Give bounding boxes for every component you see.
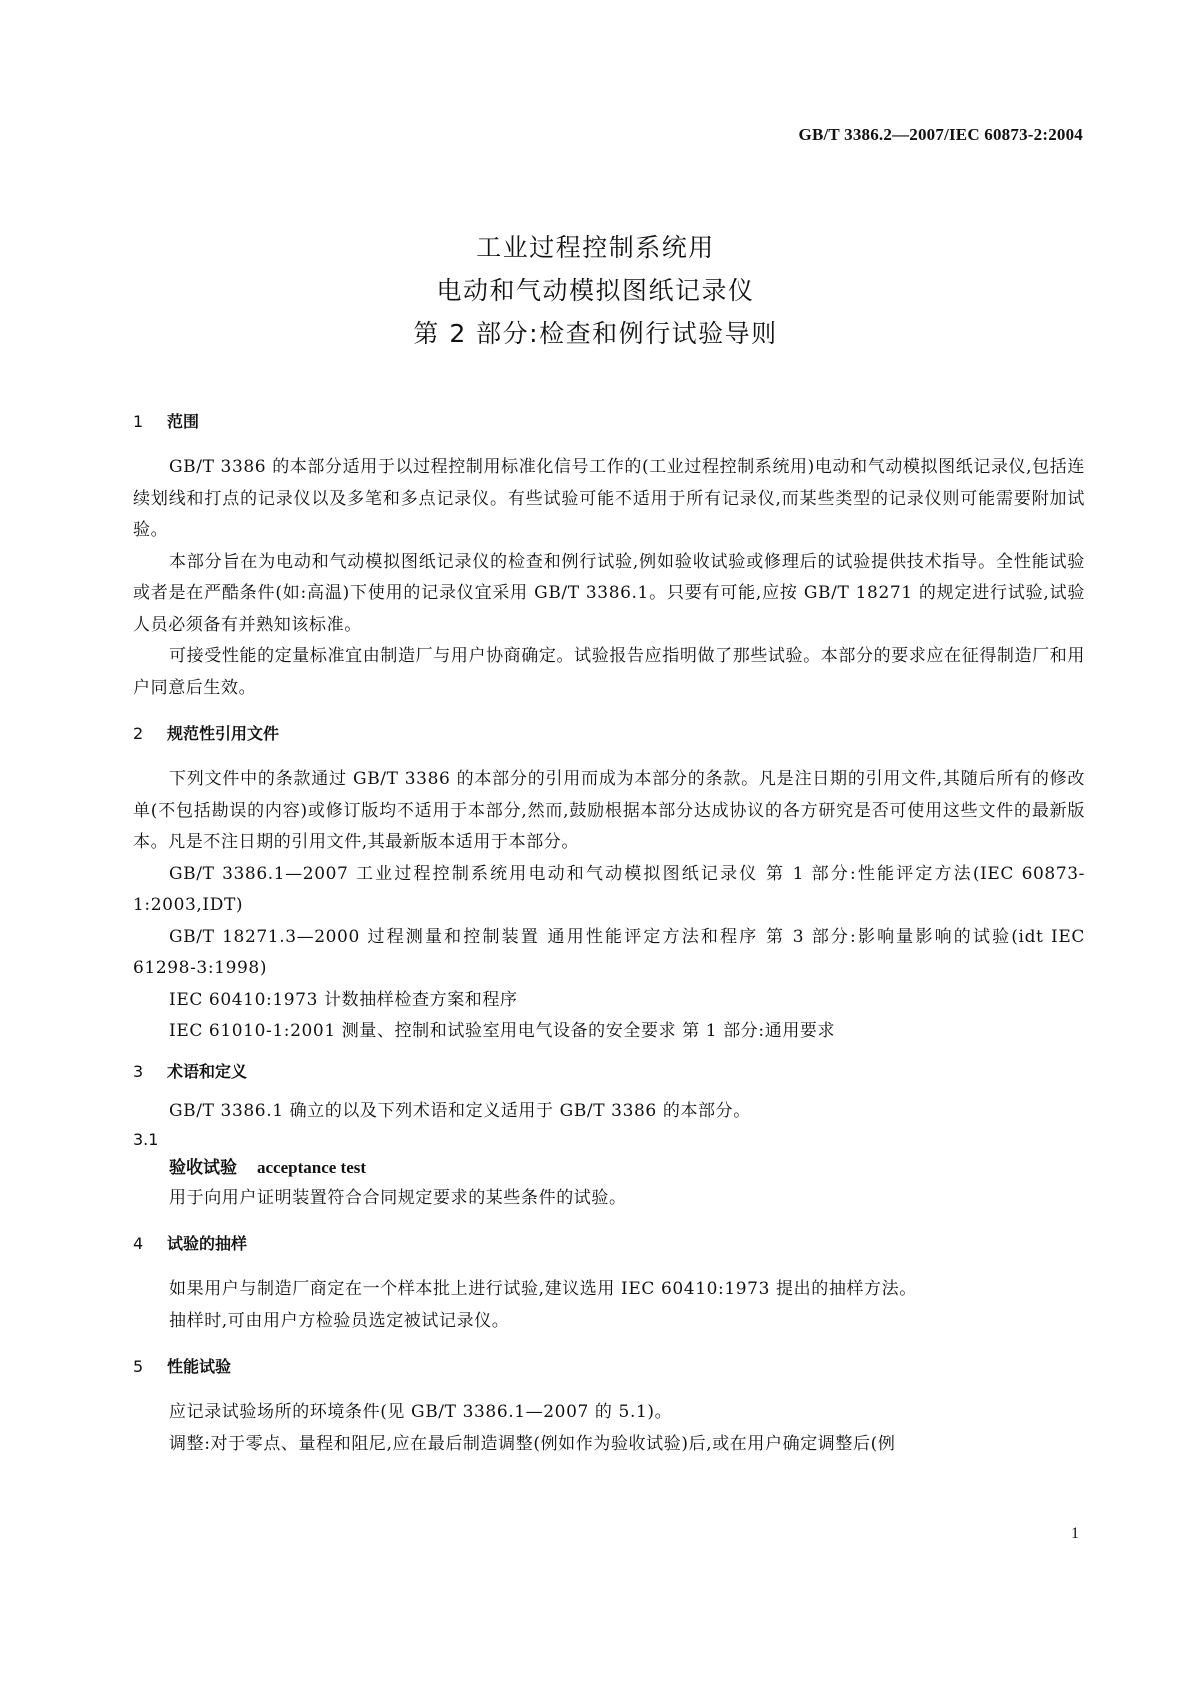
section-number: 5 [133,1357,144,1376]
section-title: 性能试验 [167,1357,232,1376]
sampling-paragraph-1: 如果用户与制造厂商定在一个样本批上进行试验,建议选用 IEC 60410:1973 提出的抽样方法。 [169,1279,917,1299]
section-number: 4 [133,1234,144,1253]
term-definition: 用于向用户证明装置符合合同规定要求的某些条件的试验。 [169,1188,627,1208]
normative-reference-2: GB/T 18271.3—2000 过程测量和控制装置 通用性能评定方法和程序 第 3 部分:影响量影响的试验(idt IEC 61298-3:1998) [133,926,1085,978]
title-line-2: 电动和气动模拟图纸记录仪 [436,276,755,305]
term-title [133,1153,1085,1183]
performance-paragraph-1: 应记录试验场所的环境条件(见 GB/T 3386.1—2007 的 5.1)。 [169,1402,673,1422]
normative-reference-4: IEC 61010-1:2001 测量、控制和试验室用电气设备的安全要求 第 1 部分:通用要求 [169,1021,836,1041]
normative-reference-3: IEC 60410:1973 计数抽样检查方案和程序 [169,989,518,1010]
standard-code: GB/T 3386.2—2007/IEC 60873-2:2004 [798,125,1083,144]
term-english: acceptance test [257,1158,367,1177]
normative-reference-1: GB/T 3386.1—2007 工业过程控制系统用电动和气动模拟图纸记录仪 第 1 部分:性能评定方法(IEC 60873-1:2003,IDT) [133,863,1085,915]
section-4-heading [133,1232,1085,1256]
section-title: 规范性引用文件 [167,724,280,743]
section-title: 试验的抽样 [167,1234,248,1253]
section-1-heading [133,410,1085,434]
title-line-1: 工业过程控制系统用 [476,233,715,262]
section-5-heading [133,1355,1085,1379]
term-number: 3.1 [133,1130,159,1149]
section-number: 1 [133,412,144,431]
document-body [133,410,1085,1460]
section-3-heading [133,1060,1085,1084]
section-title: 范围 [167,412,200,431]
normative-intro-paragraph: 下列文件中的条款通过 GB/T 3386 的本部分的引用而成为本部分的条款。凡是注日期的引用文件,其随后所有的修改单(不包括勘误的内容)或修订版均不适用于本部分,然而,鼓励根据本部分达成协议的各方研究是否可使用这些文件的最新版本。凡是不注日期的引用文件,其最新版本适用于本部分。 [133,769,1085,852]
scope-paragraph-2: 本部分旨在为电动和气动模拟图纸记录仪的检查和例行试验,例如验收试验或修理后的试验提供技术指导。全性能试验或者是在严酷条件(如:高温)下使用的记录仪宜采用 GB/T 3386.1。只要有可能,应按 GB/T 18271 的规定进行试验,试验人员必须备有并熟知该标准。 [133,551,1085,635]
terms-intro-paragraph: GB/T 3386.1 确立的以及下列术语和定义适用于 GB/T 3386 的本部分。 [169,1100,751,1121]
page-number: 1 [1071,1525,1079,1542]
sampling-paragraph-2: 抽样时,可由用户方检验员选定被试记录仪。 [169,1310,510,1331]
scope-paragraph-1: GB/T 3386 的本部分适用于以过程控制用标准化信号工作的(工业过程控制系统用)电动和气动模拟图纸记录仪,包括连续划线和打点的记录仪以及多笔和多点记录仪。有些试验可能不适用于所有记录仪,而某些类型的记录仪则可能需要附加试验。 [133,457,1085,540]
section-number: 2 [133,724,144,743]
title-line-3: 第 2 部分:检查和例行试验导则 [413,319,778,348]
section-title: 术语和定义 [167,1061,248,1081]
term-chinese: 验收试验 [169,1158,237,1178]
document-title [0,226,1191,355]
performance-paragraph-2: 调整:对于零点、量程和阻尼,应在最后制造调整(例如作为验收试验)后,或在用户确定调整后(例 [169,1433,896,1454]
scope-paragraph-3: 可接受性能的定量标准宜由制造厂与用户协商确定。试验报告应指明做了那些试验。本部分的要求应在征得制造厂和用户同意后生效。 [133,646,1085,698]
section-2-heading [133,722,1085,746]
section-number: 3 [133,1061,144,1081]
